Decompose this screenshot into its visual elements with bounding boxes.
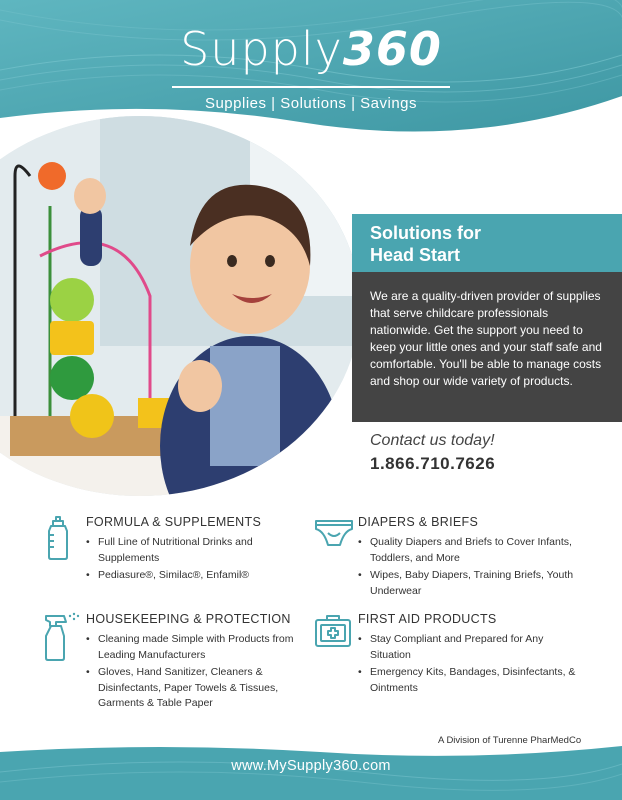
phone-number[interactable]: 1.866.710.7626	[370, 454, 496, 473]
list-item: • Full Line of Nutritional Drinks and Supplements	[86, 535, 306, 566]
first-aid-kit-icon	[314, 612, 352, 648]
toddler-playing-illustration	[0, 116, 360, 496]
spray-bottle-icon	[42, 612, 80, 662]
list-item: • Quality Diapers and Briefs to Cover Infants, Toddlers, and More	[358, 535, 578, 566]
diaper-icon	[314, 515, 354, 549]
solutions-title-box	[352, 214, 622, 272]
website-link[interactable]: www.MySupply360.com	[231, 758, 391, 774]
division-credit: A Division of Turenne PharMedCo	[438, 735, 582, 746]
solutions-body-box	[352, 272, 622, 422]
formula-title: FORMULA & SUPPLEMENTS	[86, 515, 262, 529]
baby-bottle-icon	[42, 515, 74, 561]
contact-prompt: Contact us today!	[370, 432, 495, 449]
solutions-title-line1: Solutions for	[370, 223, 481, 243]
formula-list	[86, 535, 306, 586]
list-item: • Cleaning made Simple with Products from Leading Manufacturers	[86, 632, 306, 663]
toddler-photo	[0, 116, 360, 496]
list-item: • Wipes, Baby Diapers, Training Briefs, Youth Underwear	[358, 568, 578, 599]
list-item: • Pediasure®, Similac®, Enfamil®	[86, 568, 306, 584]
housekeeping-list	[86, 632, 306, 714]
diapers-list	[358, 535, 578, 601]
logo-divider	[172, 86, 450, 88]
solutions-title-line2: Head Start	[370, 245, 461, 265]
supply360-logo	[0, 22, 622, 76]
tagline: Supplies | Solutions | Savings	[204, 95, 418, 112]
solutions-body-text: We are a quality-driven provider of supplies that serve childcare professionals nationwide. Get the support you need to keep your little ones and your staff safe and comfortable. You'll be able to manage costs and shop our wide variety of products.	[370, 289, 602, 388]
diapers-title: DIAPERS & BRIEFS	[358, 515, 479, 529]
list-item: • Gloves, Hand Sanitizer, Cleaners & Disinfectants, Paper Towels & Tissues, Garments & Table Paper	[86, 665, 306, 712]
firstaid-list	[358, 632, 578, 698]
list-item: • Stay Compliant and Prepared for Any Situation	[358, 632, 578, 663]
housekeeping-title: HOUSEKEEPING & PROTECTION	[86, 612, 291, 626]
solutions-title	[370, 222, 481, 266]
firstaid-title: FIRST AID PRODUCTS	[358, 612, 497, 626]
logo-word: Supply	[180, 22, 343, 76]
list-item: • Emergency Kits, Bandages, Disinfectants, & Ointments	[358, 665, 578, 696]
logo-number: 360	[342, 22, 442, 76]
